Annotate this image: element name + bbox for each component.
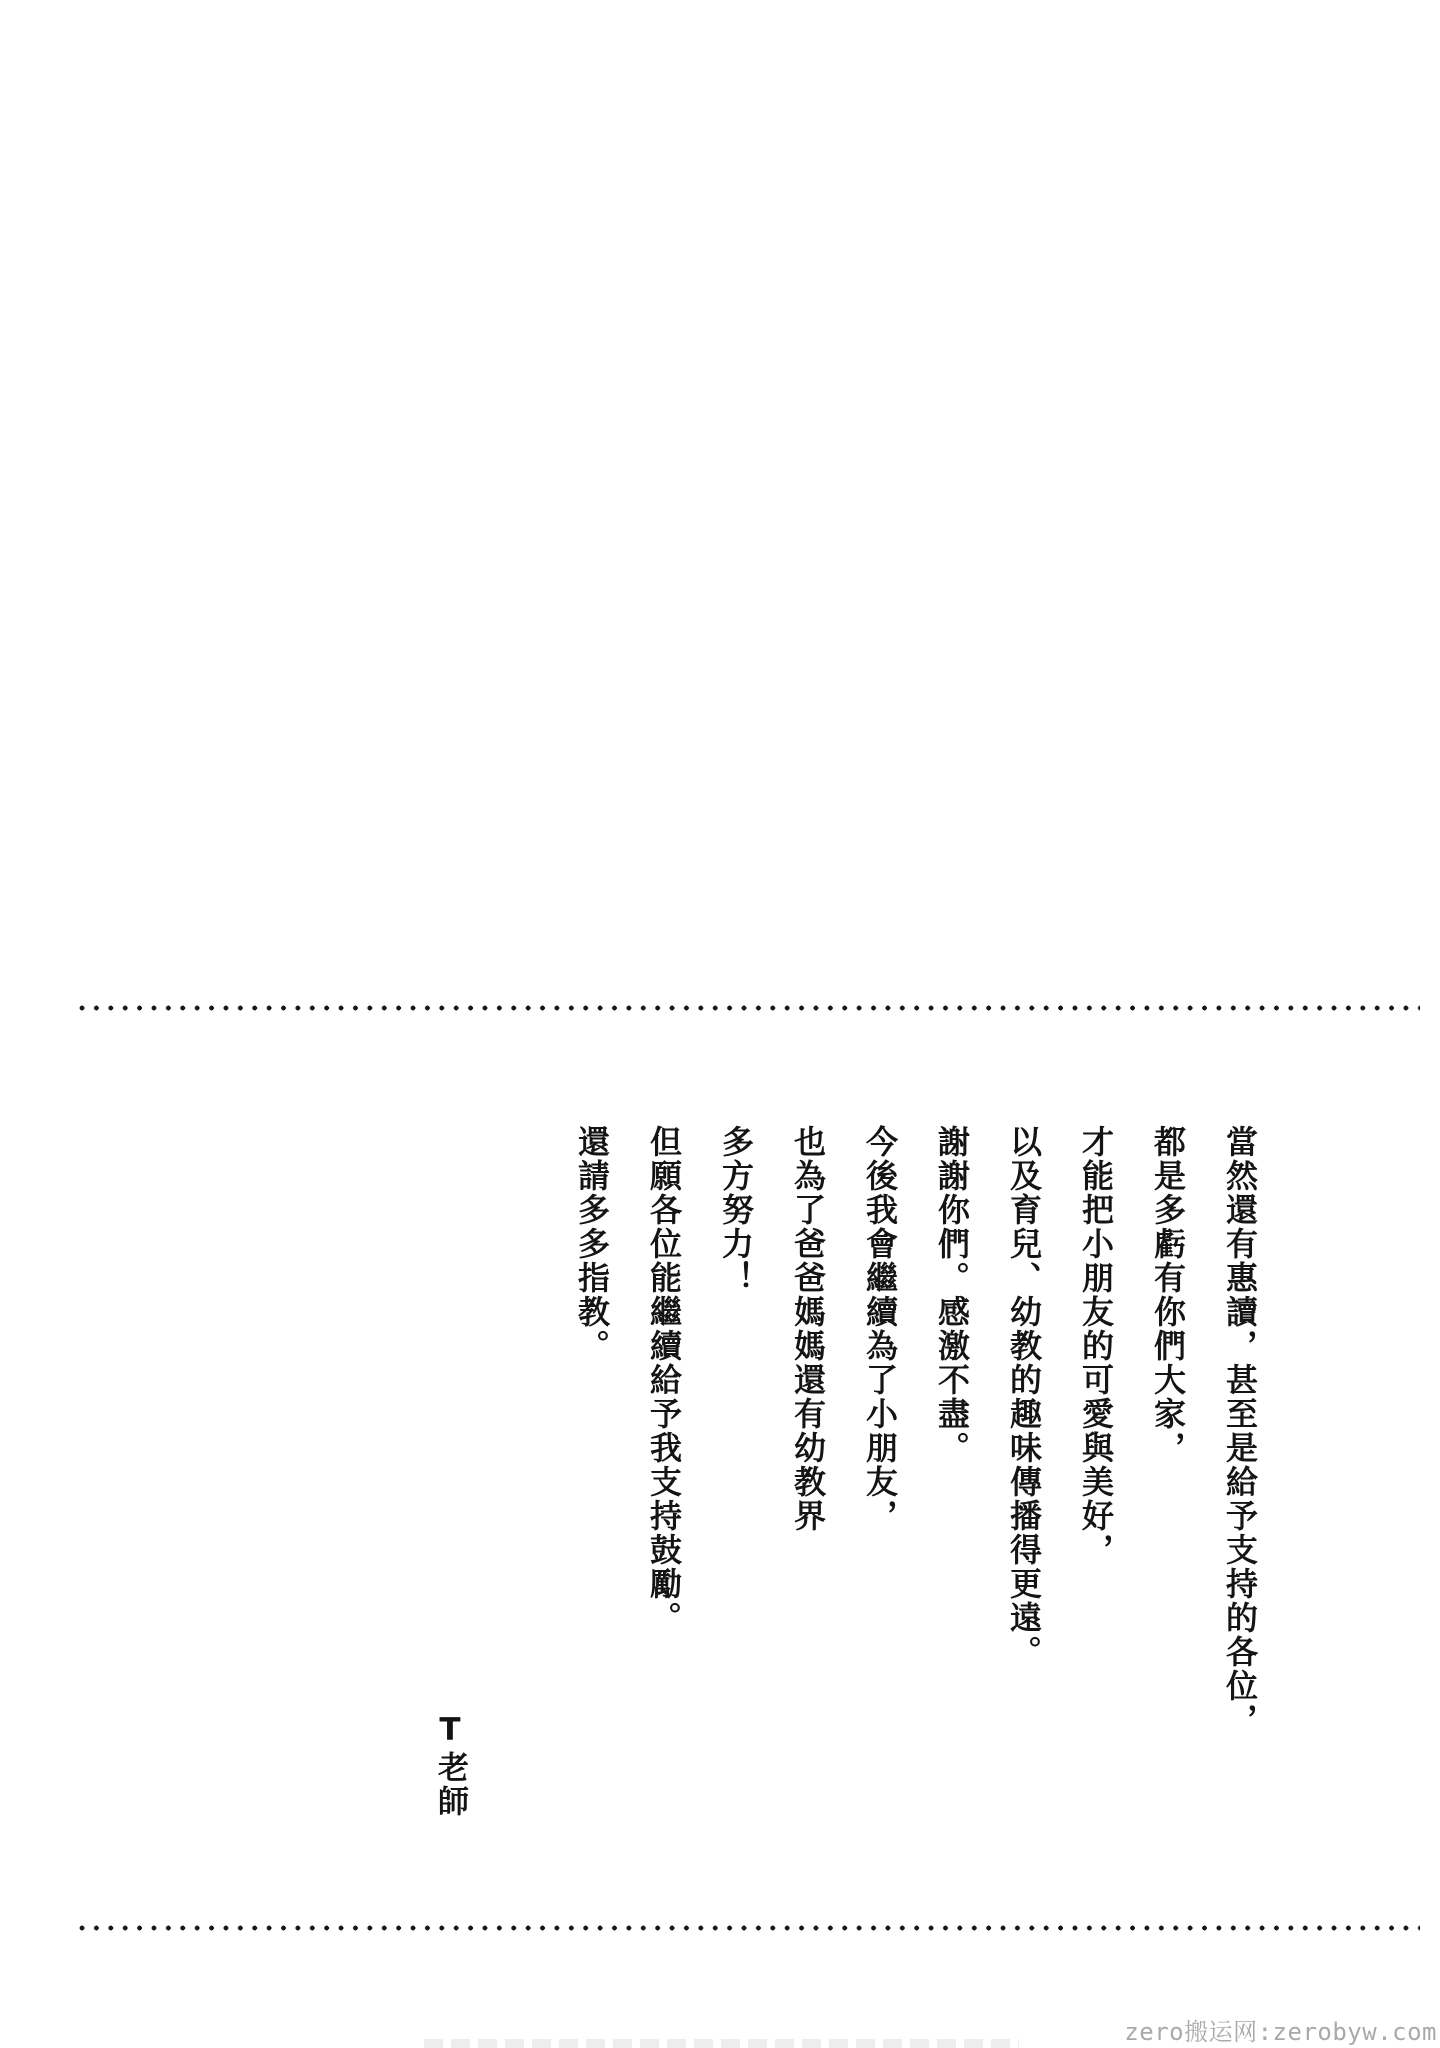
afterword-line: 才能把小朋友的可愛與美好， [1077, 1125, 1115, 1567]
afterword-line: 但願各位能繼續給予我支持鼓勵。 [645, 1125, 683, 1635]
faint-cutoff-text [424, 2039, 1019, 2048]
afterword-line: 今後我會繼續為了小朋友， [861, 1125, 899, 1533]
afterword-line: 以及育兒、幼教的趣味傳播得更遠。 [1005, 1125, 1043, 1669]
author-signature: T老師 [432, 1712, 468, 1819]
afterword-text-block [556, 1125, 1276, 1757]
dotted-divider-top [78, 1004, 1420, 1012]
afterword-line: 還請多多指教。 [573, 1125, 611, 1363]
afterword-line: 當然還有惠讀，甚至是給予支持的各位， [1221, 1125, 1259, 1737]
afterword-line: 謝謝你們。感激不盡。 [933, 1125, 971, 1465]
dotted-divider-bottom [78, 1924, 1420, 1932]
afterword-line: 都是多虧有你們大家， [1149, 1125, 1187, 1465]
afterword-line: 多方努力！ [717, 1125, 755, 1295]
site-watermark: zero搬运网:zerobyw.com [1124, 2018, 1437, 2046]
afterword-line: 也為了爸爸媽媽還有幼教界 [789, 1125, 827, 1533]
